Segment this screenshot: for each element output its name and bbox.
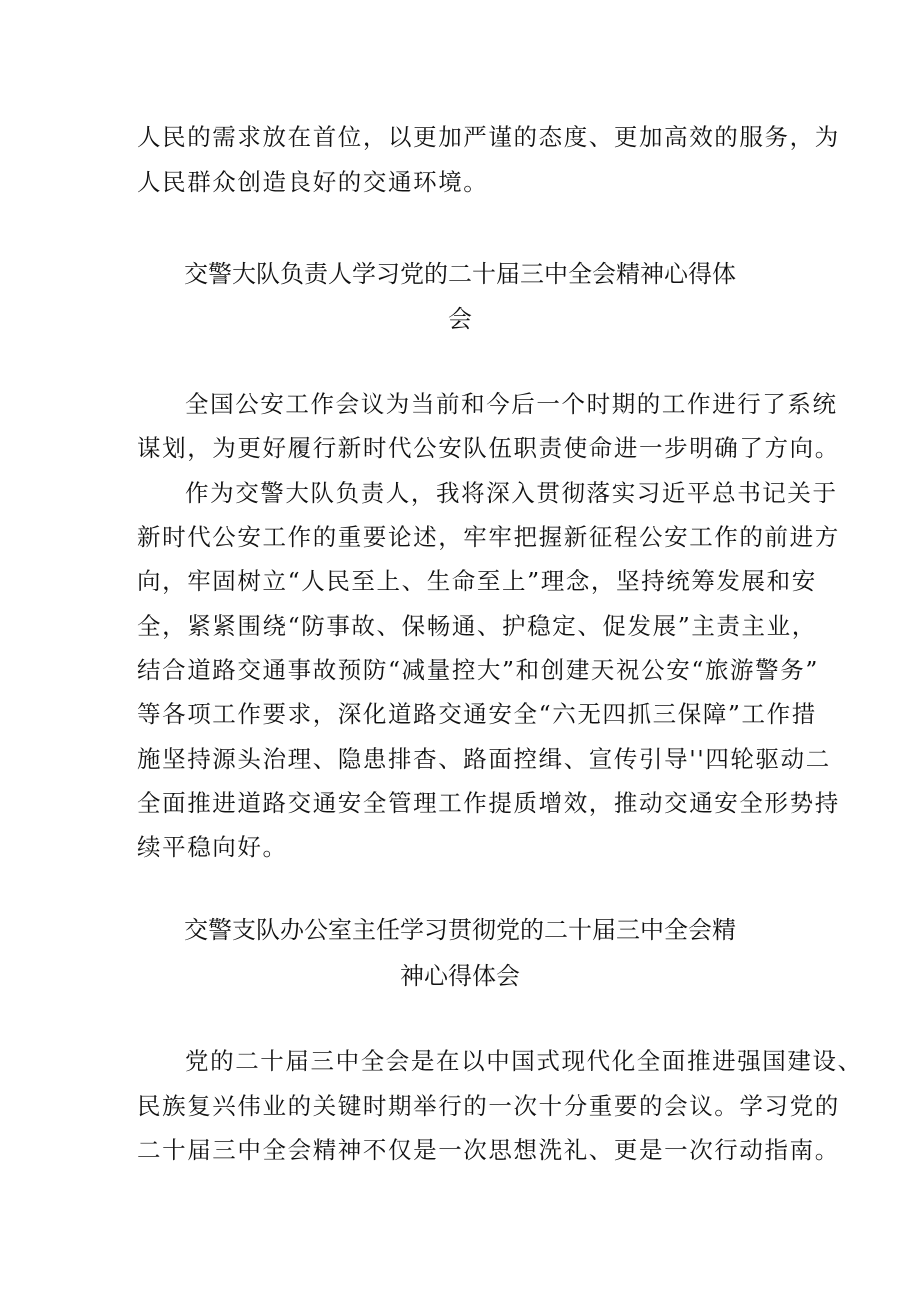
section2-p1-line-1: 党的二十届三中全会是在以中国式现代化全面推进强国建设、	[185, 1047, 863, 1075]
section1-p2-line-5: 结合道路交通事故预防“减量控大”和创建天祝公安“旅游警务”	[137, 656, 819, 684]
section2-p1-line-2: 民族复兴伟业的关键时期举行的一次十分重要的会议。学习党的	[137, 1092, 840, 1120]
section1-title-line-1: 交警大队负责人学习党的二十届三中全会精神心得体	[184, 260, 736, 288]
section1-p2-line-1: 作为交警大队负责人，我将深入贯彻落实习近平总书记关于	[185, 479, 838, 507]
section1-p2-line-6: 等各项工作要求，深化道路交通安全“六无四抓三保障”工作措	[137, 700, 817, 728]
section1-p1-line-2: 谋划，为更好履行新时代公安队伍职责使命进一步明确了方向。	[137, 434, 840, 462]
section1-p1-line-1: 全国公安工作会议为当前和今后一个时期的工作进行了系统	[185, 390, 838, 418]
section2-p1-line-3: 二十届三中全会精神不仅是一次思想洗礼、更是一次行动指南。	[137, 1136, 840, 1164]
section1-p2-line-7: 施坚持源头治理、隐患排杳、路面控缉、宣传引导''四轮驱动二	[137, 745, 831, 773]
section1-title-line-2: 会	[448, 305, 472, 333]
section1-p2-line-8: 全面推进道路交通安全管理工作提质增效，推动交通安全形势持	[137, 789, 840, 817]
section1-p2-line-2: 新时代公安工作的重要论述，牢牢把握新征程公安工作的前进方	[137, 523, 840, 551]
intro-line-1: 人民的需求放在首位，以更加严谨的态度、更加高效的服务，为	[137, 123, 840, 151]
section2-title-line-1: 交警支队办公室主任学习贯彻党的二十届三中全会精	[184, 916, 736, 944]
intro-line-2: 人民群众创造良好的交通环境。	[137, 168, 489, 196]
section1-p2-line-3: 向，牢固树立“人民至上、生命至上”理念，坚持统筹发展和安	[137, 567, 817, 595]
section1-p2-line-9: 续平稳向好。	[137, 833, 288, 861]
section1-p2-line-4: 全，紧紧围绕“防事故、保畅通、护稳定、促发展”主责主业，	[137, 612, 817, 640]
section2-title-line-2: 神心得体会	[400, 962, 520, 990]
